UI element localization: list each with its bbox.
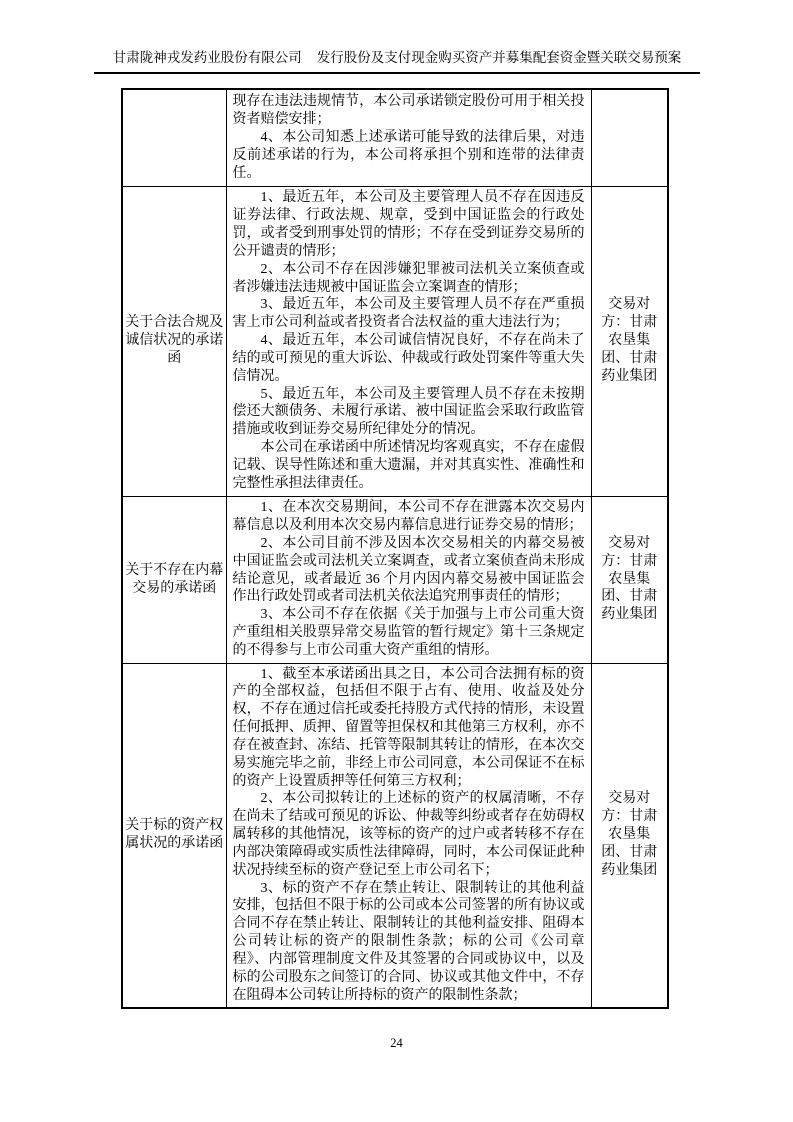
table-row (122, 663, 668, 1008)
content-paragraph: 现存在违法违规情节，本公司承诺锁定股份可用于相关投资者赔偿安排； (232, 94, 585, 127)
content-paragraph: 5、最近五年，本公司及主要管理人员不存在未按期偿还大额债务、未履行承诺、被中国证监会采取行政监管措施或收到证券交易所纪律处分的情况。 (232, 386, 585, 438)
row-content-cell (226, 663, 591, 1008)
document-header (94, 50, 700, 74)
counterparty-cell: 交易对方：甘肃农垦集团、甘肃药业集团 (591, 186, 668, 496)
content-paragraph: 1、在本次交易期间，本公司不存在泄露本次交易内幕信息以及利用本次交易内幕信息进行证券交易的情形； (232, 500, 585, 534)
table-row (122, 496, 668, 663)
table-row (122, 89, 668, 186)
row-content-cell (226, 186, 591, 496)
row-label-cell (122, 89, 226, 186)
row-content-cell (226, 89, 591, 186)
header-company-name: 甘肃陇神戎发药业股份有限公司 (112, 50, 302, 65)
content-paragraph: 1、最近五年，本公司及主要管理人员不存在因违反证券法律、行政法规、规章，受到中国证监会的行政处罚，或者受到刑事处罚的情形；不存在受到证券交易所的公开谴责的情形； (232, 190, 585, 259)
row-label-cell: 关于合法合规及诚信状况的承诺函 (122, 186, 226, 496)
content-paragraph: 2、本公司目前不涉及因本次交易相关的内幕交易被中国证监会或司法机关立案调查，或者立案侦查尚未形成结论意见，或者最近 36 个月内因内幕交易被中国证监会作出行政处罚或者司法机关依法追究刑事责任的情形； (232, 535, 585, 605)
content-paragraph: 4、本公司知悉上述承诺可能导致的法律后果，对违反前述承诺的行为，本公司将承担个别和连带的法律责任。 (232, 129, 585, 181)
counterparty-cell (591, 89, 668, 186)
content-paragraph: 3、最近五年，本公司及主要管理人员不存在严重损害上市公司利益或者投资者合法权益的重大违法行为； (232, 297, 585, 331)
row-label-cell: 关于不存在内幕交易的承诺函 (122, 496, 226, 663)
commitments-table (121, 88, 669, 1009)
content-paragraph: 2、本公司不存在因涉嫌犯罪被司法机关立案侦查或者涉嫌违法违规被中国证监会立案调查的情形； (232, 261, 585, 295)
content-paragraph: 4、最近五年，本公司诚信情况良好，不存在尚未了结的或可预见的重大诉讼、仲裁或行政处罚案件等重大失信情况。 (232, 333, 585, 384)
content-paragraph: 3、本公司不存在依据《关于加强与上市公司重大资产重组相关股票异常交易监管的暂行规定》第十三条规定的不得参与上市公司重大资产重组的情形。 (232, 607, 585, 658)
page-number: 24 (390, 1036, 403, 1050)
table-row (122, 186, 668, 496)
content-paragraph: 2、本公司拟转让的上述标的资产的权属清晰，不存在尚未了结或可预见的诉讼、仲裁等纠纷或者存在妨碍权属转移的其他情况，该等标的资产的过户或者转移不存在内部决策障碍或实质性法律障碍，同时，本公司保证此种状况持续至标的资产登记至上市公司名下； (232, 791, 585, 878)
counterparty-cell: 交易对方：甘肃农垦集团、甘肃药业集团 (591, 663, 668, 1008)
content-paragraph: 3、标的资产不存在禁止转让、限制转让的其他利益安排，包括但不限于标的公司或本公司签署的所有协议或合同不存在禁止转让、限制转让的其他利益安排、阻碍本公司转让标的资产的限制性条款；标的公司《公司章程》、内部管理制度文件及其签署的合同或协议中，以及标的公司股东之间签订的合同、协议或其他文件中，不存在阻碍本公司转让所持标的资产的限制性条款； (232, 880, 585, 1003)
content-paragraph: 1、截至本承诺函出具之日，本公司合法拥有标的资产的全部权益，包括但不限于占有、使用、收益及处分权，不存在通过信托或委托持股方式代持的情形，未设置任何抵押、质押、留置等担保权和其他第三方权利，亦不存在被查封、冻结、托管等限制其转让的情形，在本次交易实施完毕之前，非经上市公司同意，本公司保证不在标的资产上设置质押等任何第三方权利； (232, 666, 585, 789)
row-label-cell: 关于标的资产权属状况的承诺函 (122, 663, 226, 1008)
header-doc-title: 发行股份及支付现金购买资产并募集配套资金暨关联交易预案 (316, 50, 682, 65)
row-content-cell (226, 496, 591, 663)
counterparty-cell: 交易对方：甘肃农垦集团、甘肃药业集团 (591, 496, 668, 663)
content-paragraph: 本公司在承诺函中所述情况均客观真实，不存在虚假记载、误导性陈述和重大遗漏，并对其真实性、准确性和完整性承担法律责任。 (232, 440, 585, 491)
